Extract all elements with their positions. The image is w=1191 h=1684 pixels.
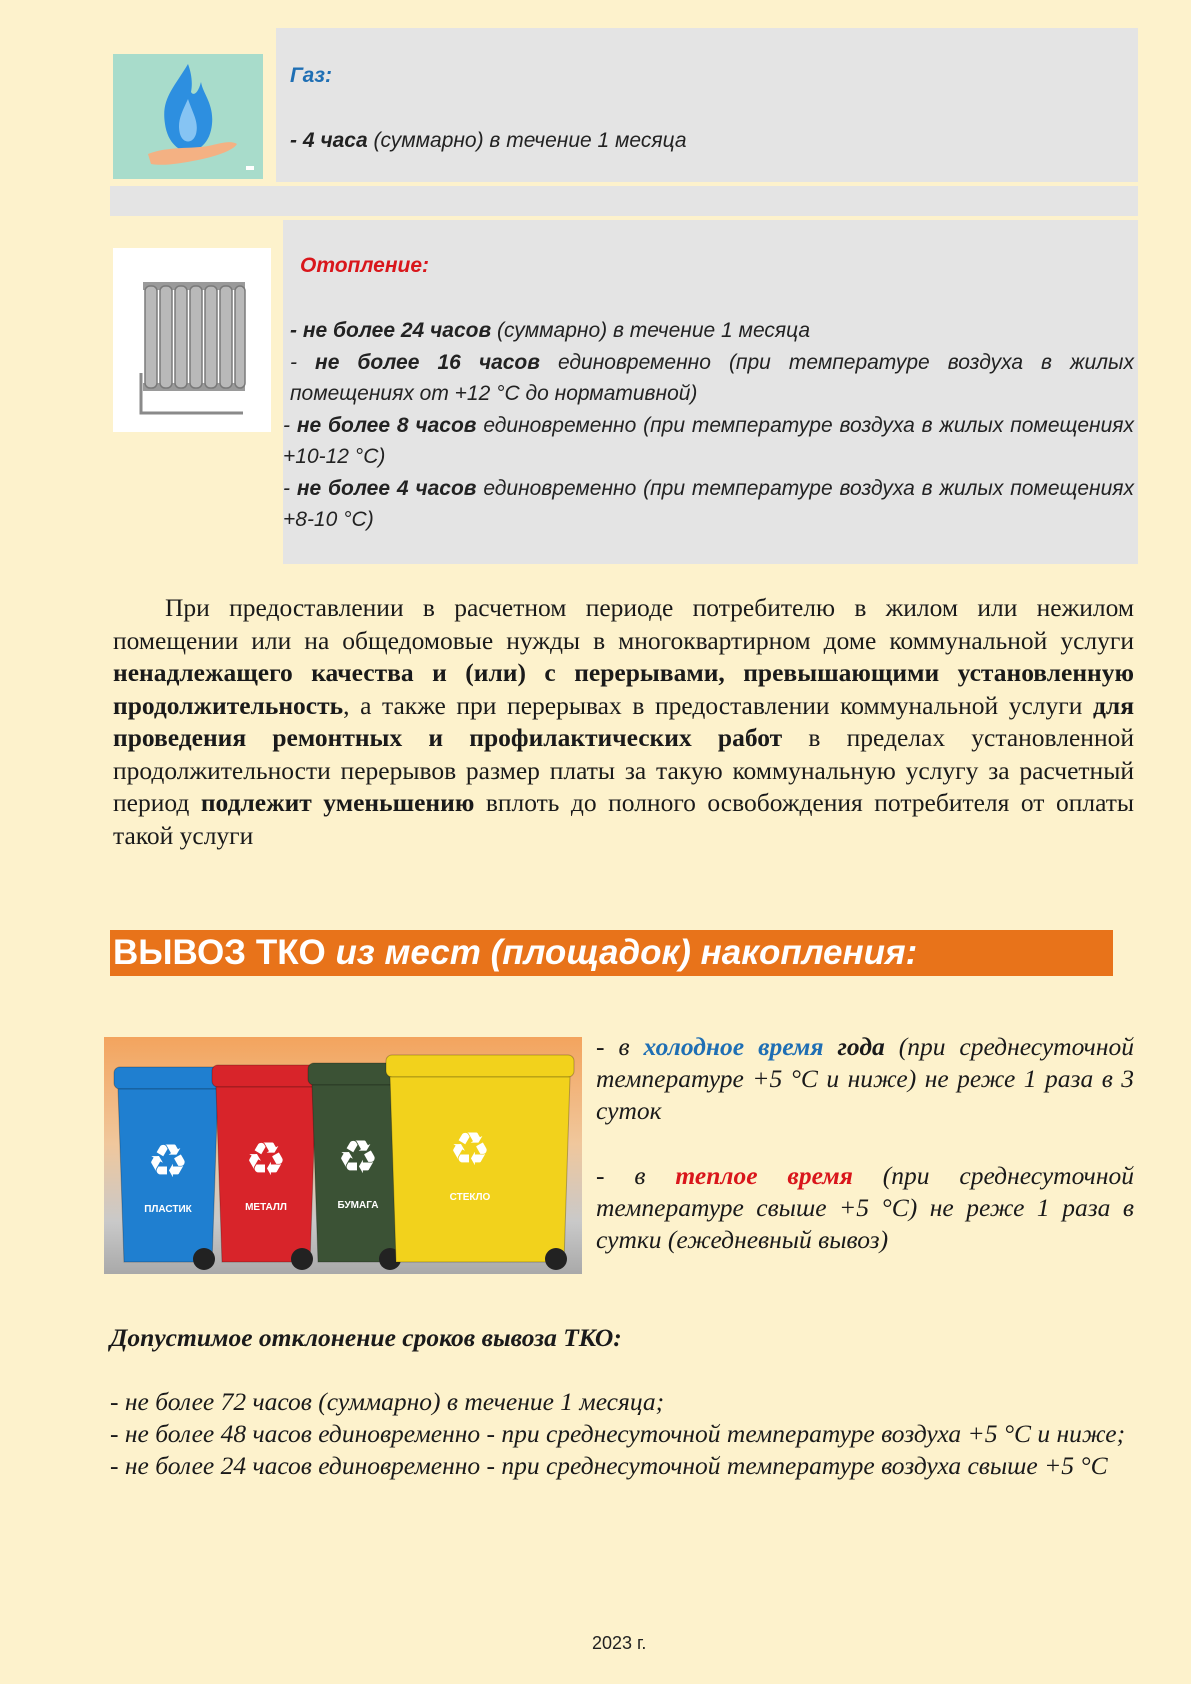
waste-bin: [386, 1055, 574, 1270]
deviation-title: Допустимое отклонение сроков вывоза ТКО:: [110, 1323, 622, 1352]
gas-limit-rest: (суммарно) в течение 1 месяца: [367, 129, 687, 152]
heating-limit-4-dash: -: [283, 477, 297, 500]
heating-limit-4-bold: не более 4 часов: [296, 477, 477, 500]
heating-limit-3-bold: не более 8 часов: [296, 414, 477, 437]
paragraph-text-2: , а также при перерывах в предоставлении коммунальной услуги: [343, 690, 1093, 720]
radiator-image: [113, 248, 271, 432]
heating-title: Отопление:: [300, 254, 430, 277]
heating-limit-4-rest: единовременно (при температуре воздуха в жилых помещениях +8-10 °С): [283, 477, 1135, 531]
heating-limit-3-rest: единовременно (при температуре воздуха в жилых помещениях +10-12 °С): [283, 414, 1135, 468]
warm-pre: - в: [596, 1161, 676, 1190]
heating-limit-4: [283, 473, 1134, 535]
heating-limit-3: [283, 410, 1134, 472]
tko-cold-season: [596, 1031, 1134, 1127]
bin-label: МЕТАЛЛ: [245, 1202, 287, 1213]
cold-pre: - в: [596, 1032, 644, 1061]
tko-warm-season: [596, 1160, 1134, 1256]
heating-limit-1-rest: (суммарно) в течение 1 месяца: [491, 319, 811, 342]
flame-icon: [113, 54, 263, 179]
heating-limit-2-rest: единовременно (при температуре воздуха в жилых помещениях от +12 °С до нормативной): [290, 351, 1134, 405]
footer-year: 2023 г.: [592, 1633, 647, 1653]
banner-upright: ВЫВОЗ ТКО: [113, 933, 326, 972]
paragraph-text-4: вплоть до полного освобождения потребителя от оплаты такой услуги: [113, 788, 1135, 850]
gas-image: [113, 54, 263, 179]
bin-label: БУМАГА: [337, 1200, 379, 1211]
banner-italic: из мест (площадок) накопления:: [335, 933, 918, 972]
heating-limit-2-bold: не более 16 часов: [315, 351, 540, 374]
deviation-item-2: - не более 48 часов единовременно - при среднесуточной температуре воздуха +5 °С и ниже;: [110, 1419, 1126, 1448]
recycle-icon: ♻: [245, 1132, 287, 1186]
deviation-item-1: - не более 72 часов (суммарно) в течение 1 месяца;: [110, 1387, 665, 1416]
bin-label: СТЕКЛО: [449, 1192, 491, 1203]
waste-bin: [212, 1065, 320, 1270]
waste-bin: [114, 1067, 222, 1270]
cold-year: года: [823, 1032, 885, 1061]
heating-limit-2: [290, 347, 1134, 409]
paragraph-bold-2: для проведения ремонтных и профилактических работ: [113, 690, 1134, 752]
waste-bins-illustration: [104, 1037, 582, 1274]
tko-banner: [110, 930, 1113, 976]
heating-limit-3-dash: -: [283, 414, 297, 437]
warm-rest: (при среднесуточной температуре свыше +5 °С) не реже 1 раза в сутки (ежедневный вывоз): [596, 1161, 1134, 1254]
gas-limit-bold: - 4 часа: [290, 129, 368, 152]
heating-limit-1: [290, 315, 1134, 346]
recycle-icon: ♻: [147, 1134, 189, 1188]
paragraph-bold-1: ненадлежащего качества и (или) с перерывами, превышающими установленную продолжительность: [113, 658, 1134, 720]
cold-rest: (при среднесуточной температуре +5 °С и ниже) не реже 1 раза в 3 суток: [596, 1032, 1134, 1125]
cold-word: холодное время: [643, 1032, 824, 1061]
paragraph-text-3: в пределах установленной продолжительности перерывов размер платы за такую коммунальную услугу за расчетный период: [113, 723, 1134, 817]
heating-limit-1-bold: - не более 24 часов: [290, 319, 492, 342]
deviation-item-3: - не более 24 часов единовременно - при среднесуточной температуре воздуха свыше +5 °С: [110, 1451, 1108, 1480]
paragraph-bold-3: подлежит уменьшению: [200, 788, 475, 817]
warm-word: теплое время: [675, 1161, 853, 1190]
waste-bins-image: [104, 1037, 582, 1274]
recycle-icon: ♻: [337, 1130, 379, 1184]
heating-limit-2-dash: -: [290, 351, 316, 374]
paragraph-text-1: При предоставлении в расчетном периоде потребителю в жилом или нежилом помещении или на общедомовые нужды в многоквартирном доме коммунальной услуги: [113, 593, 1134, 655]
gas-interruption-limit: [290, 125, 687, 156]
bin-label: ПЛАСТИК: [144, 1204, 192, 1215]
reduction-paragraph: [113, 592, 1134, 852]
gas-panel-lower: [110, 186, 1138, 216]
gas-panel: [276, 28, 1138, 182]
gas-title: Газ:: [290, 64, 332, 87]
deviation-list: [110, 1386, 1134, 1482]
recycle-icon: ♻: [449, 1122, 491, 1176]
radiator-icon: [113, 248, 271, 432]
